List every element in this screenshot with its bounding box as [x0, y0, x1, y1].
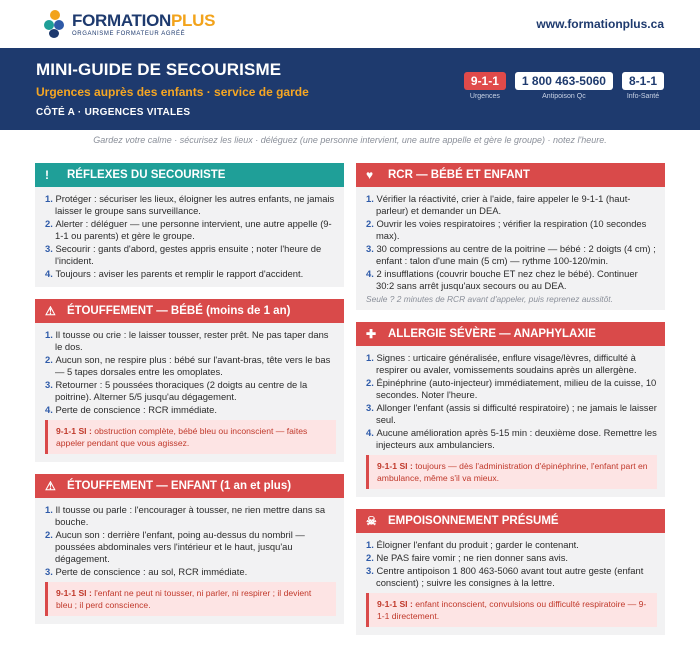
list-item	[366, 193, 657, 217]
section-note: Seule ? 2 minutes de RCR avant d'appeler, puis reprenez aussitôt.	[366, 294, 613, 304]
list-item	[366, 218, 657, 242]
item-text: Signes : urticaire généralisée, enflure visage/lèvres, difficulté à respirer ou avaler, vomissements soudains après un allergène.	[376, 352, 637, 375]
section-card	[35, 163, 344, 287]
logo-icon	[44, 10, 66, 38]
list-item	[45, 404, 336, 416]
right-column	[356, 163, 665, 647]
list-item	[45, 193, 336, 217]
brand-tagline: ORGANISME FORMATEUR AGRÉÉ	[72, 30, 186, 37]
item-number: 2.	[45, 218, 56, 229]
brand-name-part2: PLUS	[170, 10, 216, 30]
section-card	[356, 509, 665, 635]
list-item	[45, 566, 336, 578]
brand-name-part1: FORMATION	[72, 10, 171, 30]
section-title: ALLERGIE SÉVÈRE — ANAPHYLAXIE	[388, 328, 596, 340]
exclamation-icon: !	[45, 168, 49, 182]
alert-key: 9-1-1 SI :	[56, 426, 92, 436]
side-label: CÔTÉ A · URGENCES VITALES	[36, 107, 191, 118]
phone-number: 8-1-1	[622, 72, 664, 90]
alert-key: 9-1-1 SI :	[377, 461, 413, 471]
section-body	[35, 323, 344, 462]
alert-text: l'enfant ne peut ni tousser, ni parler, ni respirer ; il devient bleu ; il perd conscience.	[56, 588, 312, 610]
section-card	[356, 322, 665, 497]
skull-icon: ☠	[366, 514, 377, 528]
list-item	[45, 218, 336, 242]
item-text: Centre antipoison 1 800 463-5060 avant tout autre geste (enfant conscient) ; suivre les consignes à la lettre.	[376, 565, 644, 588]
phone-number: 1 800 463-5060	[515, 72, 613, 90]
plus-icon: ✚	[366, 327, 377, 341]
item-number: 3.	[366, 402, 377, 413]
item-text: Aucun son : derrière l'enfant, poing au-dessus du nombril — poussées abdominales vers l'intérieur et le haut, jusqu'au dégagement.	[55, 529, 305, 564]
list-item	[45, 268, 336, 280]
call-911-alert	[45, 420, 336, 454]
heart-icon: ♥	[366, 168, 374, 182]
item-number: 1.	[45, 193, 56, 204]
item-text: Retourner : 5 poussées thoraciques (2 doigts au centre de la poitrine). Alterner 5/5 jusqu'au dégagement.	[55, 379, 308, 402]
item-text: Éloigner l'enfant du produit ; garder le contenant.	[376, 539, 579, 550]
section-header	[356, 163, 665, 187]
list-item	[366, 377, 657, 401]
warning-icon: ⚠	[45, 304, 56, 318]
item-number: 2.	[45, 354, 56, 365]
list-item	[366, 268, 657, 292]
item-text: Ouvrir les voies respiratoires ; vérifier la respiration (10 secondes max).	[376, 218, 647, 241]
phone-info-sante[interactable]	[622, 72, 664, 100]
warning-icon: ⚠	[45, 479, 56, 493]
section-title: ÉTOUFFEMENT — ENFANT (1 an et plus)	[67, 480, 292, 492]
calm-reminder: Gardez votre calme · sécurisez les lieux · déléguez (une personne intervient, une autre appelle et gère le groupe) · notez l'heure.	[93, 135, 607, 145]
phone-poison-center[interactable]	[515, 72, 613, 100]
list-item	[366, 352, 657, 376]
section-body	[35, 187, 344, 287]
item-text: Épinéphrine (auto-injecteur) immédiatement, milieu de la cuisse, 10 secondes. Noter l'heure.	[376, 377, 657, 400]
item-text: Ne PAS faire vomir ; ne rien donner sans avis.	[376, 552, 569, 563]
item-text: 30 compressions au centre de la poitrine — bébé : 2 doigts (4 cm) ; enfant : talon d'une main (5 cm) — rythme 100-120/min.	[376, 243, 656, 266]
phone-emergency[interactable]	[464, 72, 506, 100]
phone-numbers	[464, 72, 664, 100]
section-card	[35, 474, 344, 624]
top-bar	[0, 0, 700, 48]
list-item	[366, 427, 657, 451]
list-item	[45, 504, 336, 528]
item-number: 4.	[366, 427, 377, 438]
list-item	[45, 529, 336, 565]
item-number: 1.	[45, 504, 56, 515]
header-band	[0, 48, 700, 130]
section-header	[35, 163, 344, 187]
section-header	[35, 299, 344, 323]
section-card	[35, 299, 344, 462]
item-text: Aucun son, ne respire plus : bébé sur l'avant-bras, tête vers le bas — 5 tapes dorsales entre les omoplates.	[55, 354, 331, 377]
item-number: 3.	[45, 379, 56, 390]
section-header	[356, 322, 665, 346]
section-header	[35, 474, 344, 498]
item-number: 1.	[366, 539, 377, 550]
item-number: 2.	[366, 377, 377, 388]
item-number: 4.	[45, 268, 56, 279]
phone-label: Antipoison Qc	[542, 93, 586, 100]
alert-key: 9-1-1 SI :	[56, 588, 92, 598]
section-title: RÉFLEXES DU SECOURISTE	[67, 169, 226, 181]
alert-key: 9-1-1 SI :	[377, 599, 413, 609]
section-title: EMPOISONNEMENT PRÉSUMÉ	[388, 515, 559, 527]
item-text: Allonger l'enfant (assis si difficulté respiratoire) ; ne jamais le laisser seul.	[376, 402, 657, 425]
item-number: 3.	[366, 243, 377, 254]
item-number: 3.	[366, 565, 377, 576]
section-header	[356, 509, 665, 533]
item-text: Il tousse ou parle : l'encourager à tousser, ne rien mettre dans sa bouche.	[55, 504, 326, 527]
item-number: 4.	[45, 404, 56, 415]
list-item	[366, 565, 657, 589]
section-body	[356, 346, 665, 497]
item-number: 1.	[45, 329, 56, 340]
left-column	[35, 163, 344, 636]
list-item	[366, 539, 657, 551]
item-text: Secourir : gants d'abord, gestes appris ensuite ; noter l'heure de l'incident.	[55, 243, 322, 266]
item-text: Toujours : aviser les parents et remplir le rapport d'accident.	[55, 268, 304, 279]
section-title: RCR — BÉBÉ ET ENFANT	[388, 169, 530, 181]
item-text: Vérifier la réactivité, crier à l'aide, faire appeler le 9-1-1 (haut-parleur) et demander un DEA.	[376, 193, 631, 216]
list-item	[45, 379, 336, 403]
phone-label: Info-Santé	[626, 93, 660, 100]
item-number: 1.	[366, 352, 377, 363]
section-card	[356, 163, 665, 310]
item-text: Perte de conscience : RCR immédiate.	[55, 404, 217, 415]
list-item	[45, 243, 336, 267]
list-item	[45, 354, 336, 378]
section-body	[356, 187, 665, 310]
phone-number: 9-1-1	[464, 72, 506, 90]
alert-text: obstruction complète, bébé bleu ou inconscient — faites appeler pendant que vous agissez.	[56, 426, 308, 448]
call-911-alert	[366, 455, 657, 489]
item-number: 1.	[366, 193, 377, 204]
page-title: MINI-GUIDE DE SECOURISME	[36, 60, 282, 79]
item-text: Il tousse ou crie : le laisser tousser, rester prêt. Ne pas taper dans le dos.	[55, 329, 329, 352]
section-body	[356, 533, 665, 635]
section-body	[35, 498, 344, 624]
list-item	[366, 402, 657, 426]
item-number: 2.	[366, 552, 377, 563]
brand[interactable]	[44, 10, 215, 38]
item-text: 2 insufflations (couvrir bouche ET nez chez le bébé). Continuer 30:2 sans arrêt jusqu'aux secours ou au DEA.	[376, 268, 638, 291]
section-title: ÉTOUFFEMENT — BÉBÉ (moins de 1 an)	[67, 305, 291, 317]
item-number: 4.	[366, 268, 377, 279]
item-text: Protéger : sécuriser les lieux, éloigner les autres enfants, ne jamais laisser le groupe sans surveillance.	[55, 193, 335, 216]
item-number: 3.	[45, 566, 56, 577]
page-subtitle: Urgences auprès des enfants · service de garde	[36, 85, 309, 99]
call-911-alert	[366, 593, 657, 627]
item-number: 3.	[45, 243, 56, 254]
item-text: Aucune amélioration après 5-15 min : deuxième dose. Remettre les injecteurs aux ambulanciers.	[376, 427, 657, 450]
item-text: Perte de conscience : au sol, RCR immédiate.	[55, 566, 248, 577]
website-link[interactable]: www.formationplus.ca	[536, 17, 664, 31]
list-item	[366, 243, 657, 267]
list-item	[45, 329, 336, 353]
call-911-alert	[45, 582, 336, 616]
alert-text: toujours — dès l'administration d'épinéphrine, l'enfant part en ambulance, même s'il va mieux.	[377, 461, 648, 483]
item-text: Alerter : déléguer — une personne intervient, une autre appelle (9-1-1 ou parents) et gère le groupe.	[55, 218, 332, 241]
phone-label: Urgences	[469, 93, 500, 100]
list-item	[366, 552, 657, 564]
item-number: 2.	[45, 529, 56, 540]
alert-text: enfant inconscient, convulsions ou difficulté respiratoire — 9-1-1 directement.	[377, 599, 647, 621]
item-number: 2.	[366, 218, 377, 229]
